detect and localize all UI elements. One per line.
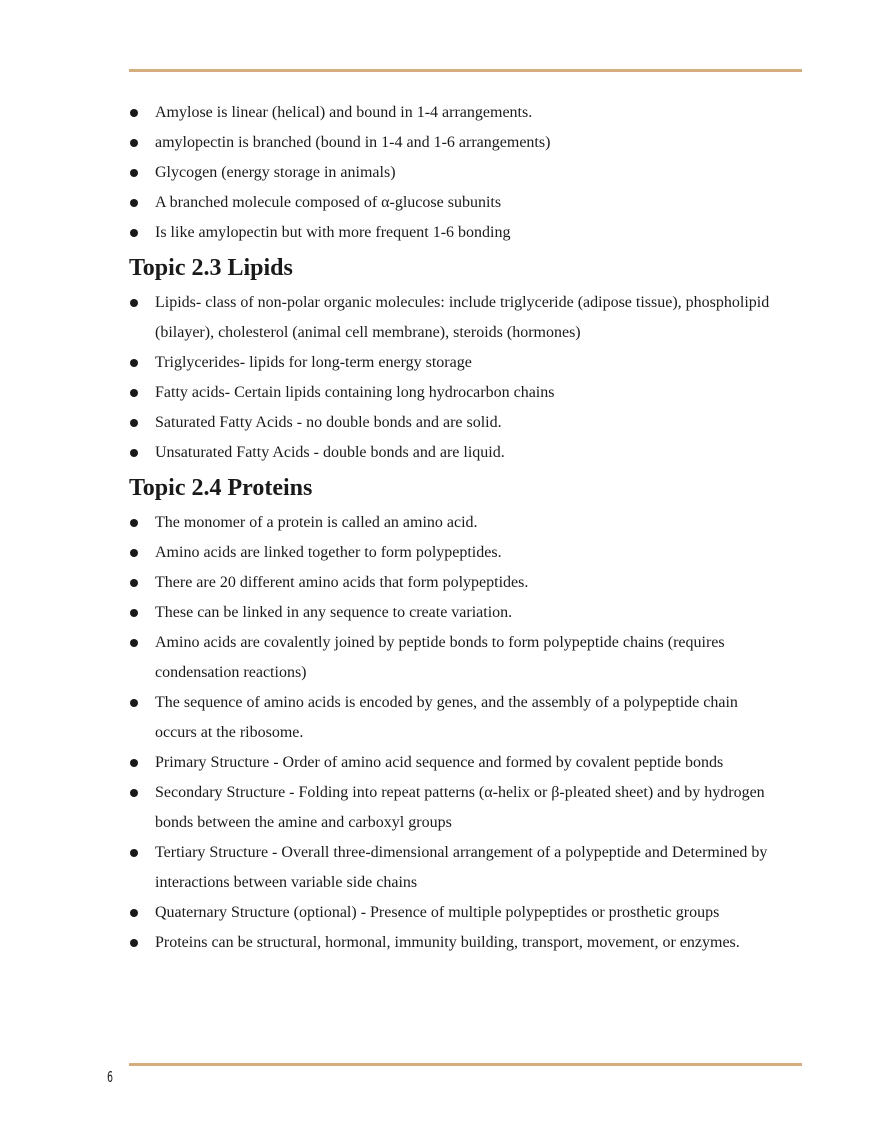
bullet-icon <box>130 609 138 617</box>
list-item <box>129 508 775 538</box>
list-item <box>129 128 775 158</box>
list-item <box>129 928 775 958</box>
list-item <box>129 158 775 188</box>
list-item-text: Primary Structure - Order of amino acid sequence and formed by covalent peptide bonds <box>155 754 724 771</box>
bullet-icon <box>130 109 138 117</box>
bullet-icon <box>130 789 138 797</box>
list-item-text: Saturated Fatty Acids - no double bonds and are solid. <box>155 414 502 431</box>
bullet-icon <box>130 519 138 527</box>
list-item-text: These can be linked in any sequence to create variation. <box>155 604 513 621</box>
bullet-icon <box>130 549 138 557</box>
bullet-icon <box>130 579 138 587</box>
list-item-text: The monomer of a protein is called an amino acid. <box>155 514 478 531</box>
bullet-icon <box>130 139 138 147</box>
list-item <box>129 568 775 598</box>
bullet-icon <box>130 639 138 647</box>
list-item-text: A branched molecule composed of α-glucose subunits <box>155 194 502 211</box>
list-item-text: Unsaturated Fatty Acids - double bonds and are liquid. <box>155 444 505 461</box>
list-item-text: There are 20 different amino acids that form polypeptides. <box>155 574 529 591</box>
list-item-text: Quaternary Structure (optional) - Presence of multiple polypeptides or prosthetic groups <box>155 904 720 921</box>
page-content <box>129 98 789 958</box>
list-item-text: Tertiary Structure - Overall three-dimensional arrangement of a polypeptide and Determined by interactions between variable side chains <box>155 844 768 891</box>
list-item <box>129 218 775 248</box>
list-item <box>129 408 775 438</box>
list-item <box>129 438 775 468</box>
bullet-icon <box>130 169 138 177</box>
bullet-icon <box>130 909 138 917</box>
bullet-icon <box>130 199 138 207</box>
list-item-text: Secondary Structure - Folding into repeat patterns (α-helix or β-pleated sheet) and by hydrogen bonds between the amine and carboxyl groups <box>155 784 765 831</box>
bullet-icon <box>130 359 138 367</box>
list-item-text: Amylose is linear (helical) and bound in 1-4 arrangements. <box>155 104 533 121</box>
list-item-text: amylopectin is branched (bound in 1-4 and 1-6 arrangements) <box>155 134 551 151</box>
bullet-icon <box>130 449 138 457</box>
list-item-text: Fatty acids- Certain lipids containing long hydrocarbon chains <box>155 384 555 401</box>
list-item <box>129 688 775 748</box>
section-heading: Topic 2.3 Lipids <box>129 255 293 281</box>
list-item-text: Is like amylopectin but with more frequent 1-6 bonding <box>155 224 511 241</box>
list-item-text: Glycogen (energy storage in animals) <box>155 164 396 181</box>
bullet-icon <box>130 389 138 397</box>
page-number: 6 <box>107 1068 114 1086</box>
list-item <box>129 538 775 568</box>
list-item-text: Proteins can be structural, hormonal, immunity building, transport, movement, or enzymes. <box>155 934 740 951</box>
list-item <box>129 838 775 898</box>
list-item <box>129 748 775 778</box>
bullet-icon <box>130 939 138 947</box>
bullet-list <box>129 98 789 248</box>
bullet-list <box>129 288 789 468</box>
list-item-text: Triglycerides- lipids for long-term energy storage <box>155 354 472 371</box>
section-heading: Topic 2.4 Proteins <box>129 475 313 501</box>
list-item <box>129 98 775 128</box>
bullet-icon <box>130 419 138 427</box>
bullet-icon <box>130 759 138 767</box>
bullet-icon <box>130 849 138 857</box>
list-item <box>129 898 775 928</box>
bullet-icon <box>130 699 138 707</box>
list-item <box>129 288 775 348</box>
list-item-text: Amino acids are linked together to form polypeptides. <box>155 544 502 561</box>
bullet-list <box>129 508 789 958</box>
bullet-icon <box>130 229 138 237</box>
list-item <box>129 188 775 218</box>
list-item-text: Amino acids are covalently joined by peptide bonds to form polypeptide chains (requires condensation reactions) <box>155 634 725 681</box>
list-item <box>129 598 775 628</box>
header-rule <box>129 69 802 72</box>
list-item-text: The sequence of amino acids is encoded by genes, and the assembly of a polypeptide chain occurs at the ribosome. <box>155 694 738 741</box>
bullet-icon <box>130 299 138 307</box>
footer-rule <box>129 1063 802 1066</box>
list-item <box>129 378 775 408</box>
list-item-text: Lipids- class of non-polar organic molecules: include triglyceride (adipose tissue), phospholipid (bilayer), cholesterol (animal cell membrane), steroids (hormones) <box>155 294 770 341</box>
list-item <box>129 348 775 378</box>
list-item <box>129 778 775 838</box>
list-item <box>129 628 775 688</box>
